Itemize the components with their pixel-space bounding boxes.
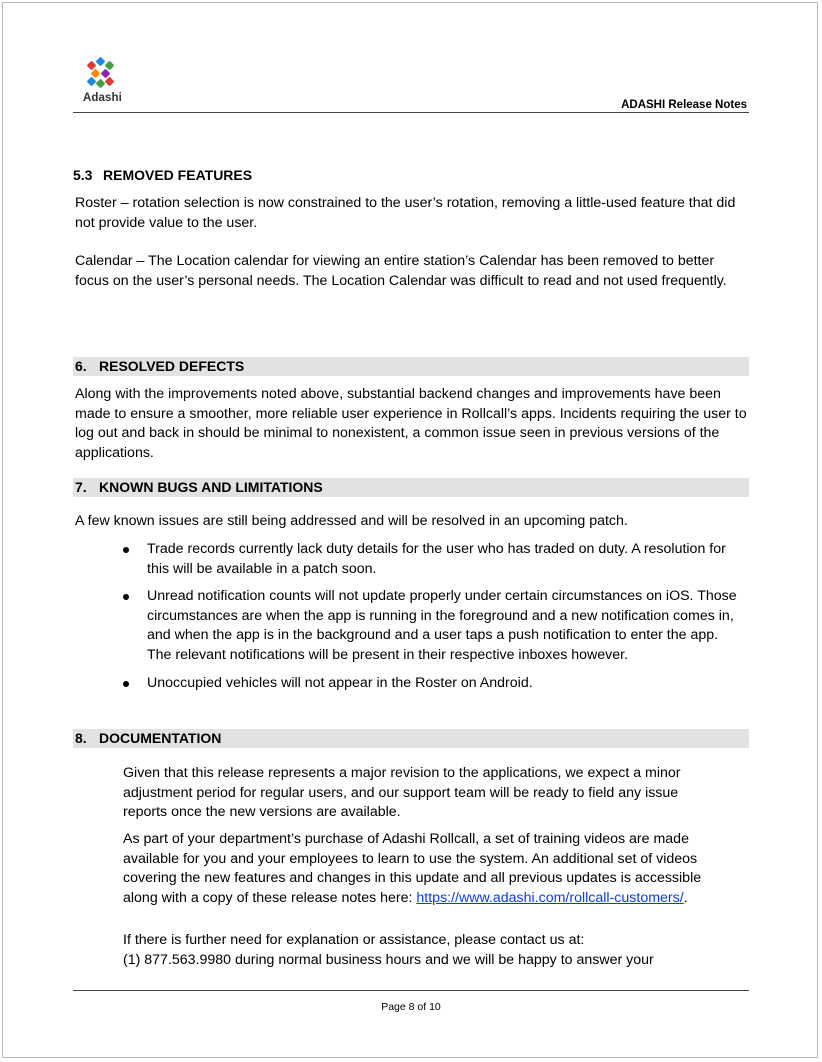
section-heading-known-bugs [73,478,749,497]
section-heading-documentation [73,729,749,748]
known-bugs-list [123,540,743,701]
list-item [123,540,743,579]
paragraph-calendar: Calendar – The Location calendar for viewing an entire station’s Calendar has been removed to better focus on the user’s personal needs. The Location Calendar was difficult to read and not used frequently. [75,253,727,289]
link-suffix: . [683,889,688,906]
paragraph-documentation-intro: Given that this release represents a major revision to the applications, we expect a minor adjustment period for regular users, and our support team will be ready to field any issue reports once the new versions are available. [123,765,681,821]
list-item-text: Unread notification counts will not update properly under certain circumstances on iOS. Those circumstances are when the app is running in the foreground and a new notification comes in, and when the app is in the background and a user taps a push notification to enter the app. The relevant notifications will be present in their respective inboxes however. [147,588,737,663]
section-number: 6. [75,358,87,374]
section-title: DOCUMENTATION [99,730,222,746]
section-title: RESOLVED DEFECTS [99,358,245,374]
list-item-text: Trade records currently lack duty details for the user who has traded on duty. A resolution for this will be available in a patch soon. [147,541,726,577]
section-number: 8. [75,730,87,746]
section-number: 7. [75,479,87,495]
header-title: ADASHI Release Notes [621,99,747,111]
rollcall-customers-link[interactable]: https://www.adashi.com/rollcall-customers/ [416,889,684,906]
section-title: REMOVED FEATURES [103,167,253,183]
header-divider [73,112,749,113]
footer-divider [73,990,749,991]
section-heading-removed-features [73,166,749,186]
logo-wordmark: Adashi [83,92,122,104]
paragraph-resolved-defects: Along with the improvements noted above, substantial backend changes and improvements have been made to ensure a smoother, more reliable user experience in Rollcall’s apps. Incidents requiring the user to log out and back in should be minimal to nonexistent, a common issue seen in previous versions of the applications. [75,386,747,461]
training-videos-text: As part of your department’s purchase of Adashi Rollcall, a set of training videos are made available for you and your employees to learn to use the system. An additional set of videos covering the new features and changes in this update and all previous updates is accessible along with a copy of these release notes here: [123,831,702,906]
list-item-text: Unoccupied vehicles will not appear in the Roster on Android. [147,674,533,691]
bullet-icon [123,594,129,600]
paragraph-contact: If there is further need for explanation or assistance, please contact us at: [123,932,585,948]
bullet-icon [123,547,129,553]
section-title: KNOWN BUGS AND LIMITATIONS [99,479,323,495]
paragraph-known-bugs-intro: A few known issues are still being addressed and will be resolved in an upcoming patch. [75,513,628,529]
list-item [123,674,743,694]
list-item [123,587,743,665]
paragraph-roster: Roster – rotation selection is now constrained to the user’s rotation, removing a little-used feature that did not provide value to the user. [75,195,736,231]
section-number: 5.3 [73,167,93,183]
page-number: Page 8 of 10 [381,1001,441,1013]
paragraph-training-videos [123,830,703,908]
section-heading-resolved-defects [73,357,749,376]
bullet-icon [123,681,129,687]
paragraph-phone: (1) 877.563.9980 during normal business hours and we will be happy to answer your [123,952,654,968]
